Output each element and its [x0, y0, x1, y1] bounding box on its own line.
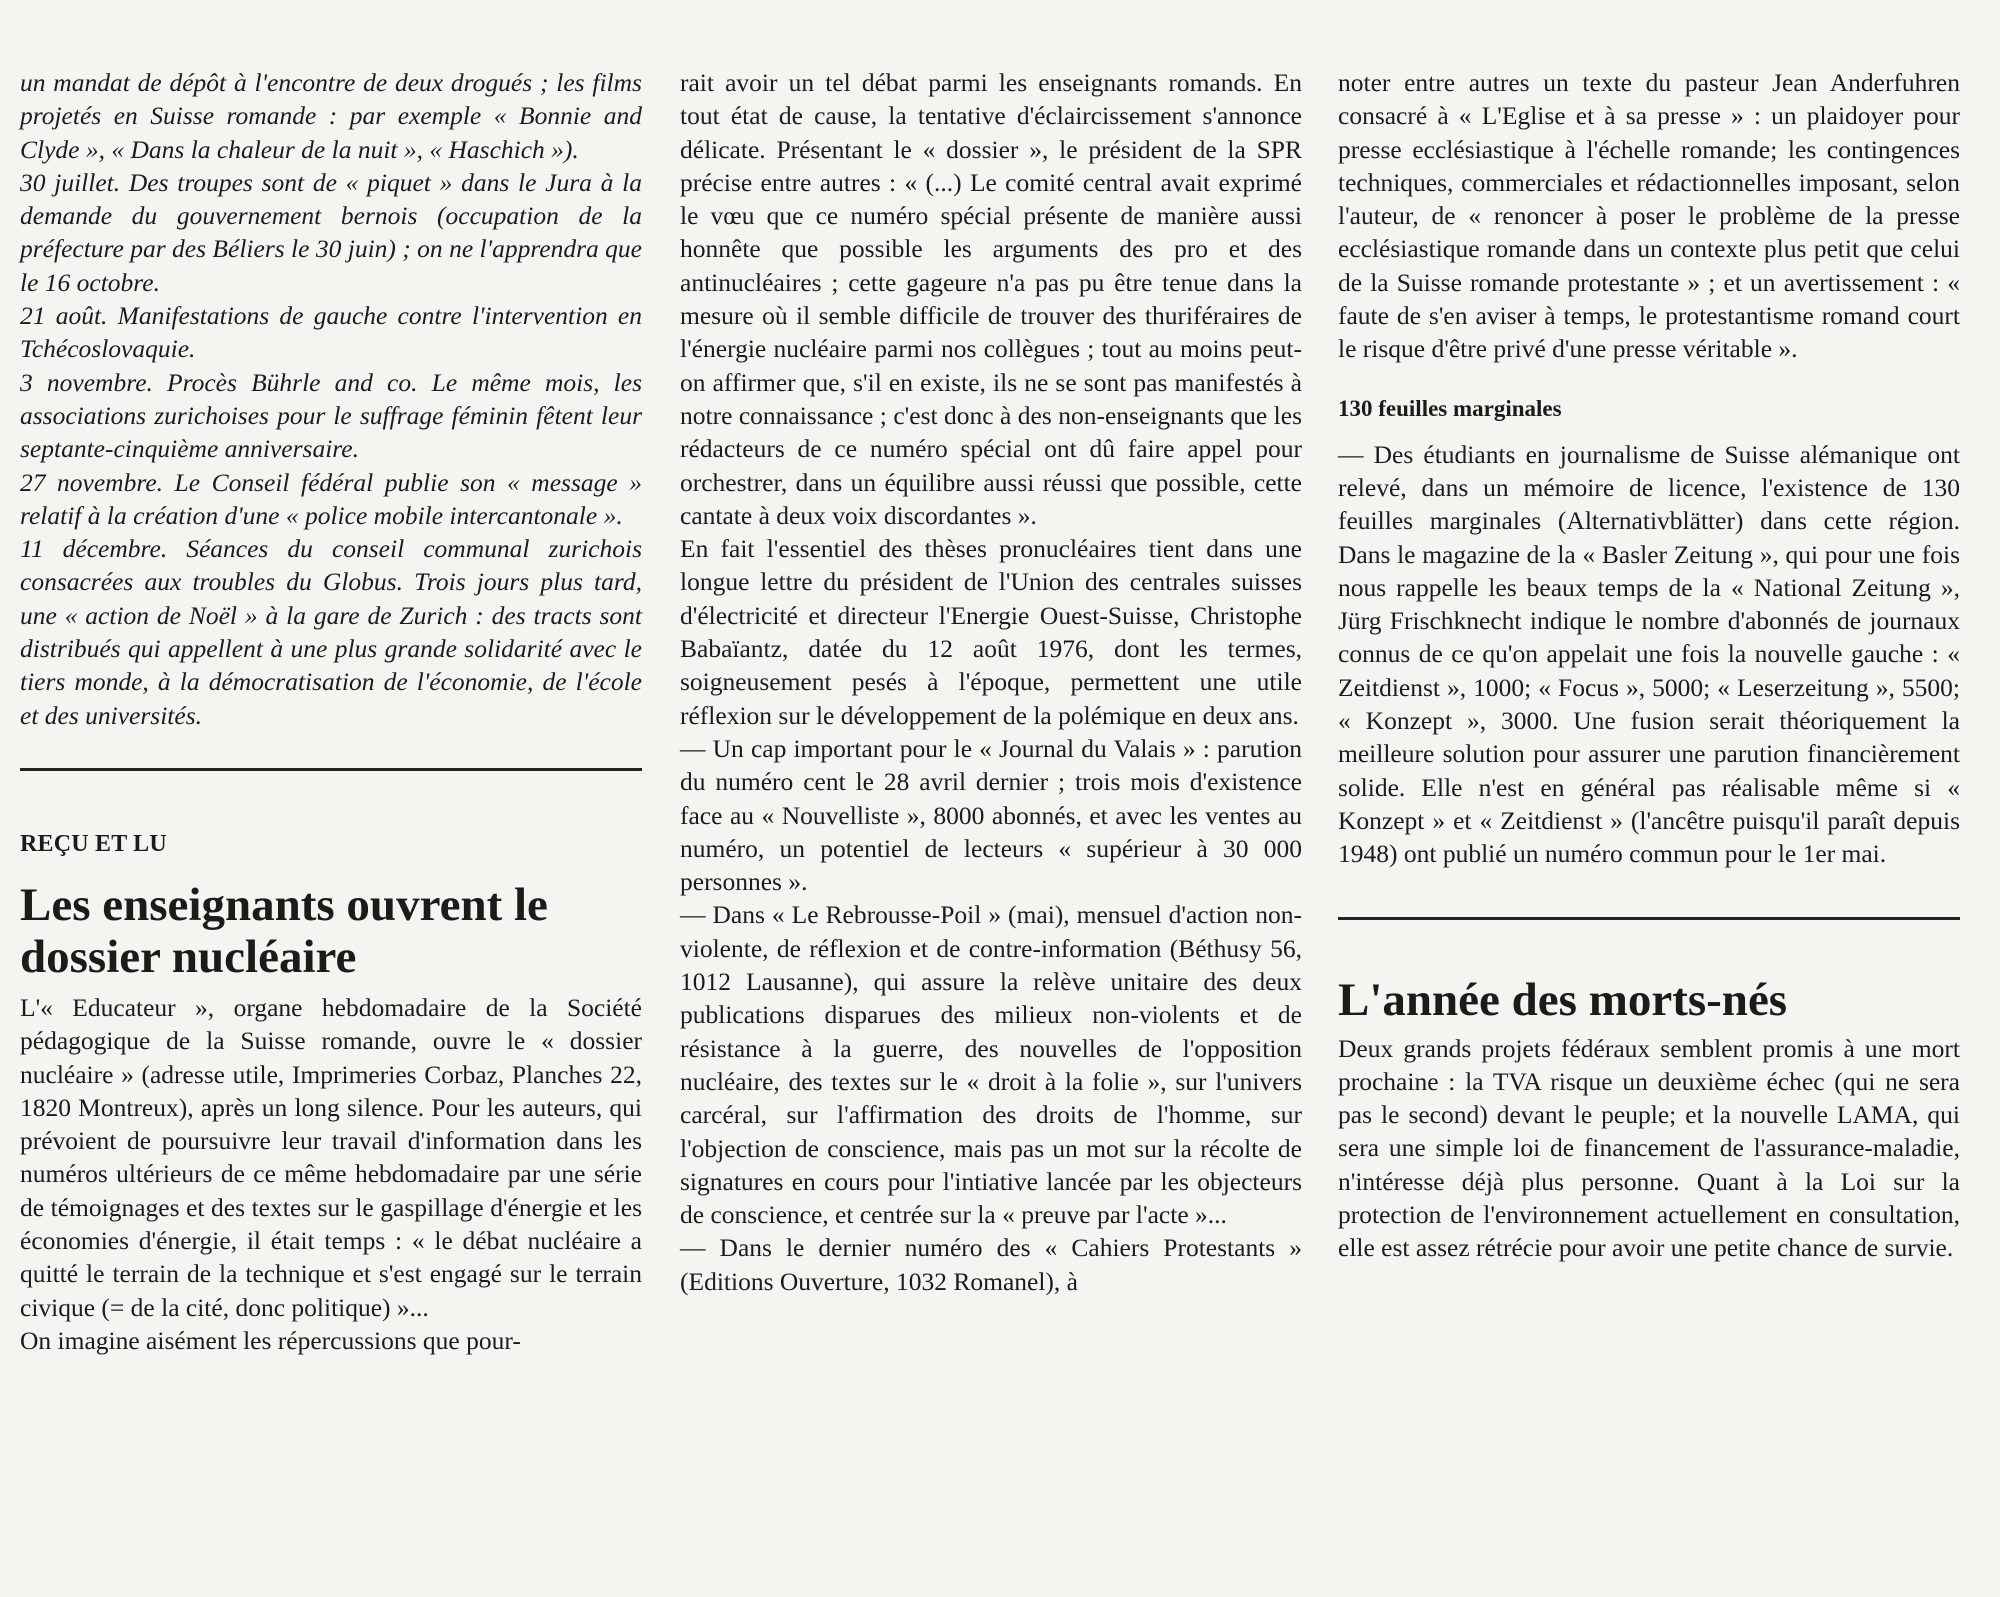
article-headline: L'année des morts-nés	[1338, 973, 1788, 1026]
section-divider	[1338, 917, 1960, 920]
column-2	[680, 66, 1302, 1298]
subheading: 130 feuilles marginales	[1338, 395, 1562, 421]
article-paragraph: L'« Educateur », organe hebdomadaire de la Société pédagogique de la Suisse romande, ouvre le « dossier nucléaire » (adresse utile, Imprimeries Corbaz, Planches 22, 1820 Montreux), après un long silence. Pour les auteurs, qui prévoient de poursuivre leur travail d'information dans les numéros ultérieurs de ce même hebdomadaire par une série de témoignages et des textes sur le gaspillage d'énergie et les économies d'énergie, il était temps : « le débat nucléaire a quitté le terrain de la technique et s'est engagé sur le terrain civique (= de la cité, donc politique) »...	[20, 992, 642, 1322]
column-3	[1338, 66, 1960, 1265]
news-item: — Un cap important pour le « Journal du Valais » : parution du numéro cent le 28 avril dernier ; trois mois d'existence face au « Nouvelliste », 8000 abonnés, et avec les ventes au numéro, un potentiel de lecteurs « supérieur à 30 000 personnes ».	[680, 733, 1302, 897]
article-paragraph: noter entre autres un texte du pasteur Jean Anderfuhren consacré à « L'Eglise et à sa presse » : un plaidoyer pour presse ecclésiastique à l'échelle romande; les contingences techniques, commerciales et rédactionnelles imposant, selon l'auteur, de « renoncer à poser le problème de la presse ecclésiastique romande dans un contexte plus petit que celui de la Suisse romande protestante » ; et un avertissement : « faute de s'en aviser à temps, le protestantisme romand court le risque d'être privé d'une presse véritable ».	[1338, 68, 1960, 364]
chronology-entry: 3 novembre. Procès Bührle and co. Le même mois, les associations zurichoises pour le suffrage féminin fêtent leur septante-cinquième anniversaire.	[20, 367, 642, 464]
article-paragraph: — Des étudiants en journalisme de Suisse alémanique ont relevé, dans un mémoire de licence, l'existence de 130 feuilles marginales (Alternativblätter) dans cette région. Dans le magazine de la « Basler Zeitung », qui pour une fois nous rappelle les beaux temps de la « National Zeitung », Jürg Frischknecht indique le nombre d'abonnés de journaux connus de ce qu'on appelait une fois la nouvelle gauche : « Zeitdienst », 1000; « Focus », 5000; « Leserzeitung », 5500; « Konzept », 3000. Une fusion serait théoriquement la meilleure solution pour assurer une parution financièrement solide. Elle n'est en général pas réalisable même si « Konzept » et « Zeitdienst » (l'ancêtre puisqu'il paraît depuis 1948) ont publié un numéro commun pour le 1er mai.	[1338, 439, 1960, 869]
article-paragraph: Deux grands projets fédéraux semblent promis à une mort prochaine : la TVA risque un deuxième échec (qui ne sera pas le second) devant le peuple; et la nouvelle LAMA, qui sera une simple loi de financement de l'assurance-maladie, n'intéresse déjà plus personne. Quant à la Loi sur la protection de l'environnement actuellement en consultation, elle est assez rétrécie pour avoir une petite chance de survie.	[1338, 1033, 1960, 1263]
section-divider	[20, 768, 642, 771]
chronology-entry: 11 décembre. Séances du conseil communal zurichois consacrées aux troubles du Globus. Trois jours plus tard, une « action de Noël » à la gare de Zurich : des tracts sont distribués qui appellent à une plus grande solidarité avec le tiers monde, à la démocratisation de l'économie, de l'école et des universités.	[20, 534, 642, 730]
column-1	[20, 66, 642, 1357]
chronology-entry: 27 novembre. Le Conseil fédéral publie son « message » relatif à la création d'une « police mobile intercantonale ».	[20, 467, 642, 530]
news-item: — Dans « Le Rebrousse-Poil » (mai), mensuel d'action non-violente, de réflexion et de contre-information (Béthusy 56, 1012 Lausanne), qui assure la relève unitaire des deux publications disparues des milieux non-violents et de résistance à la guerre, des nouvelles de l'opposition nucléaire, des textes sur le « droit à la folie », sur l'univers carcéral, sur l'affirmation des droits de l'homme, sur l'objection de conscience, mais pas un mot sur la récolte de signatures en cours pour l'intiative lancée par les objecteurs de conscience, et centrée sur la « preuve par l'acte »...	[680, 900, 1302, 1230]
news-item: — Dans le dernier numéro des « Cahiers Protestants » (Editions Ouverture, 1032 Romanel), à	[680, 1233, 1302, 1296]
article-paragraph: En fait l'essentiel des thèses pronucléaires tient dans une longue lettre du président de l'Union des centrales suisses d'électricité et directeur l'Energie Ouest-Suisse, Christophe Babaïantz, datée du 12 août 1976, dont les termes, soigneusement pesés à l'époque, permettent une utile réflexion sur le développement de la polémique en deux ans.	[680, 534, 1302, 730]
article-paragraph: rait avoir un tel débat parmi les enseignants romands. En tout état de cause, la tentative d'éclaircissement s'annonce délicate. Présentant le « dossier », le président de la SPR précise entre autres : « (...) Le comité central avait exprimé le vœu que ce numéro spécial présente de manière aussi honnête que possible les arguments des pro et des antinucléaires ; cette gageure n'a pas pu être tenue dans la mesure où il semble difficile de trouver des thuriféraires de l'énergie nucléaire parmi nos collègues ; tout au moins peut-on affirmer que, s'il en existe, ils ne se sont pas manifestés à notre connaissance ; c'est donc à des non-enseignants que les rédacteurs de ce numéro spécial ont dû faire appel pour orchestrer, dans un équilibre aussi réussi que possible, cette cantate à deux voix discordantes ».	[680, 68, 1302, 530]
article-headline: Les enseignants ouvrent le dossier nucléaire	[20, 878, 548, 983]
chronology-entry: 21 août. Manifestations de gauche contre l'intervention en Tchécoslovaquie.	[20, 301, 642, 364]
chronology-entry: 30 juillet. Des troupes sont de « piquet » dans le Jura à la demande du gouvernement bernois (occupation de la préfecture par des Béliers le 30 juin) ; on ne l'apprendra que le 16 octobre.	[20, 167, 642, 297]
chronology-entry: un mandat de dépôt à l'encontre de deux drogués ; les films projetés en Suisse romande : par exemple « Bonnie and Clyde », « Dans la chaleur de la nuit », « Haschich »).	[20, 68, 642, 164]
section-kicker: REÇU ET LU	[20, 830, 167, 857]
article-paragraph: On imagine aisément les répercussions que pour-	[20, 1325, 521, 1355]
